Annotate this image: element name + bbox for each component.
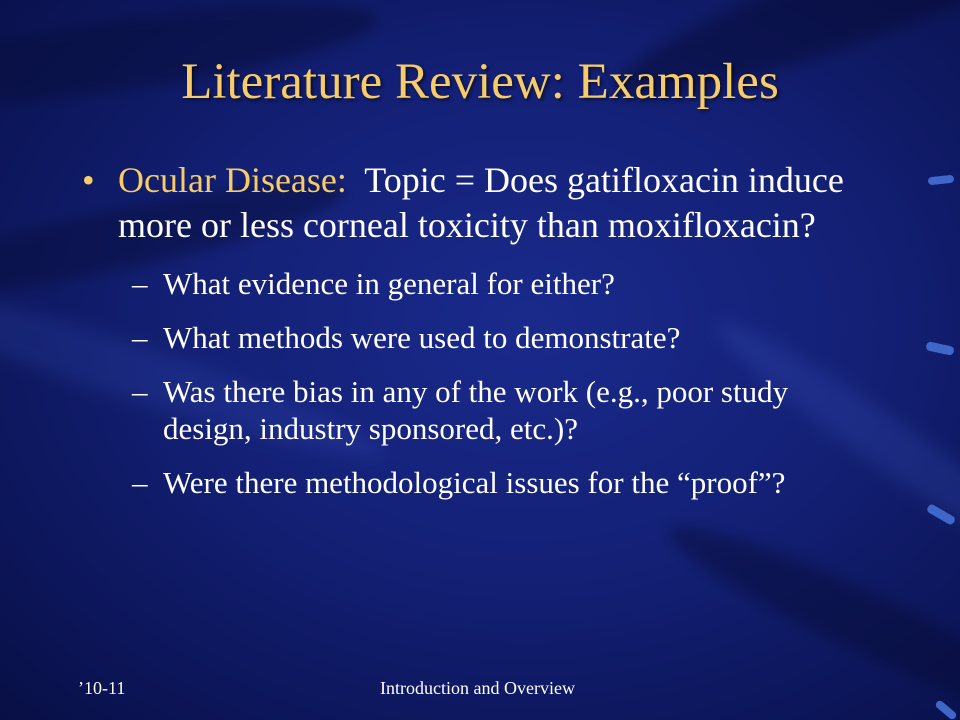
bullet-item — [82, 158, 882, 248]
background-streak — [657, 504, 960, 720]
sub-bullet-text: Were there methodological issues for the “proof”? — [163, 465, 786, 500]
footer-date: ’10-11 — [78, 678, 126, 698]
sub-bullet-item — [132, 265, 882, 302]
bullet-marker: • — [82, 160, 95, 200]
bullet-body: Topic = Does gatifloxacin induce more or less corneal toxicity than moxifloxacin? — [118, 160, 853, 245]
bullet-lead: Ocular Disease: — [118, 160, 347, 200]
sub-bullet-item — [132, 373, 882, 447]
sub-bullet-text: Was there bias in any of the work (e.g., poor study design, industry sponsored, etc.)? — [163, 374, 789, 446]
sub-bullet-marker: – — [132, 465, 148, 500]
sub-bullet-item — [132, 464, 882, 501]
edge-accent-mark — [925, 341, 954, 356]
sub-bullet-text: What evidence in general for either? — [163, 266, 615, 301]
sub-bullet-marker: – — [132, 320, 148, 355]
footer-title: Introduction and Overview — [380, 678, 575, 698]
sub-bullet-marker: – — [132, 374, 148, 409]
sub-bullet-item — [132, 319, 882, 356]
sub-bullet-list — [82, 265, 882, 501]
sub-bullet-marker: – — [132, 266, 148, 301]
bullet-list — [82, 158, 882, 518]
slide-title: Literature Review: Examples — [181, 54, 779, 110]
sub-bullet-text: What methods were used to demonstrate? — [163, 320, 681, 355]
edge-accent-mark — [934, 699, 958, 720]
bullet-text — [118, 158, 882, 248]
edge-accent-mark — [928, 175, 955, 186]
